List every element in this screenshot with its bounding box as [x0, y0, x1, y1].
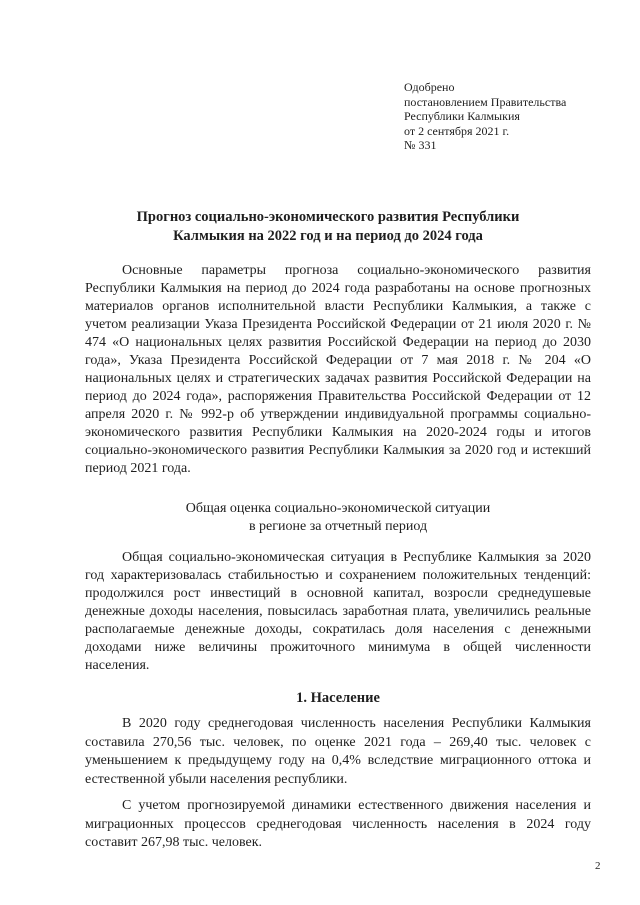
- approval-line: № 331: [404, 138, 437, 152]
- approval-line: постановлением Правительства: [404, 94, 567, 109]
- title-line: Прогноз социально-экономического развития Республики: [136, 209, 520, 225]
- page-number: 2: [595, 860, 601, 872]
- approval-line: Одобрено: [404, 80, 455, 94]
- approval-line: от 2 сентября 2021 г.: [404, 123, 510, 138]
- situation-paragraph: Общая социально-экономическая ситуация в Республике Калмыкия за 2020 год характеризовалась стабильностью и сохранением положительных тенденций: продолжился рост инвестиций в основной капитал, возросли среднедушевые денежные доходы населения, повысилась заработная плата, увеличились реальные располагаемые денежные доходы, сократилась доля населения с денежными доходами ниже величины прожиточного минимума в общей численности населения.: [85, 550, 591, 673]
- title-line: Калмыкия на 2022 год и на период до 2024 года: [173, 228, 483, 244]
- section-heading-line: Общая оценка социально-экономической ситуации: [185, 501, 491, 516]
- approval-stamp: [404, 80, 624, 153]
- population-paragraph: В 2020 году среднегодовая численность населения Республики Калмыкия составила 270,56 тыс. человек, по оценке 2021 года – 269,40 тыс. человек с уменьшением к предыдущему году на 0,4% вследствие миграционного оттока и естественной убыли населения республики.: [85, 716, 591, 787]
- population-forecast-paragraph: С учетом прогнозируемой динамики естественного движения населения и миграционных процессов среднегодовая численность населения в 2024 году составит 267,98 тыс. человек.: [85, 798, 591, 850]
- section-heading-line: в регионе за отчетный период: [248, 519, 428, 534]
- approval-line: Республики Калмыкия: [404, 109, 520, 123]
- document-title: [80, 208, 576, 246]
- intro-paragraph: Основные параметры прогноза социально-экономического развития Республики Калмыкия на период до 2024 года разработаны на основе прогнозных материалов органов исполнительной власти Республики Калмыкия, а также с учетом реализации Указа Президента Российской Федерации от 21 июля 2020 г. № 474 «О национальных целях развития Российской Федерации на период до 2030 года», Указа Президента Российской Федерации от 7 мая 2018 г. № 204 «О национальных целях и стратегических задачах развития Российской Федерации на период до 2024 года», распоряжения Правительства Российской Федерации от 12 апреля 2020 г. № 992-р об утверждении индивидуальной программы социально-экономического развития Республики Калмыкия на 2020-2024 годы и итогов социально-экономического развития Республики Калмыкия за 2020 год и истекший период 2021 года.: [85, 263, 591, 476]
- population-heading: 1. Население: [296, 690, 380, 706]
- section-heading: [120, 500, 556, 536]
